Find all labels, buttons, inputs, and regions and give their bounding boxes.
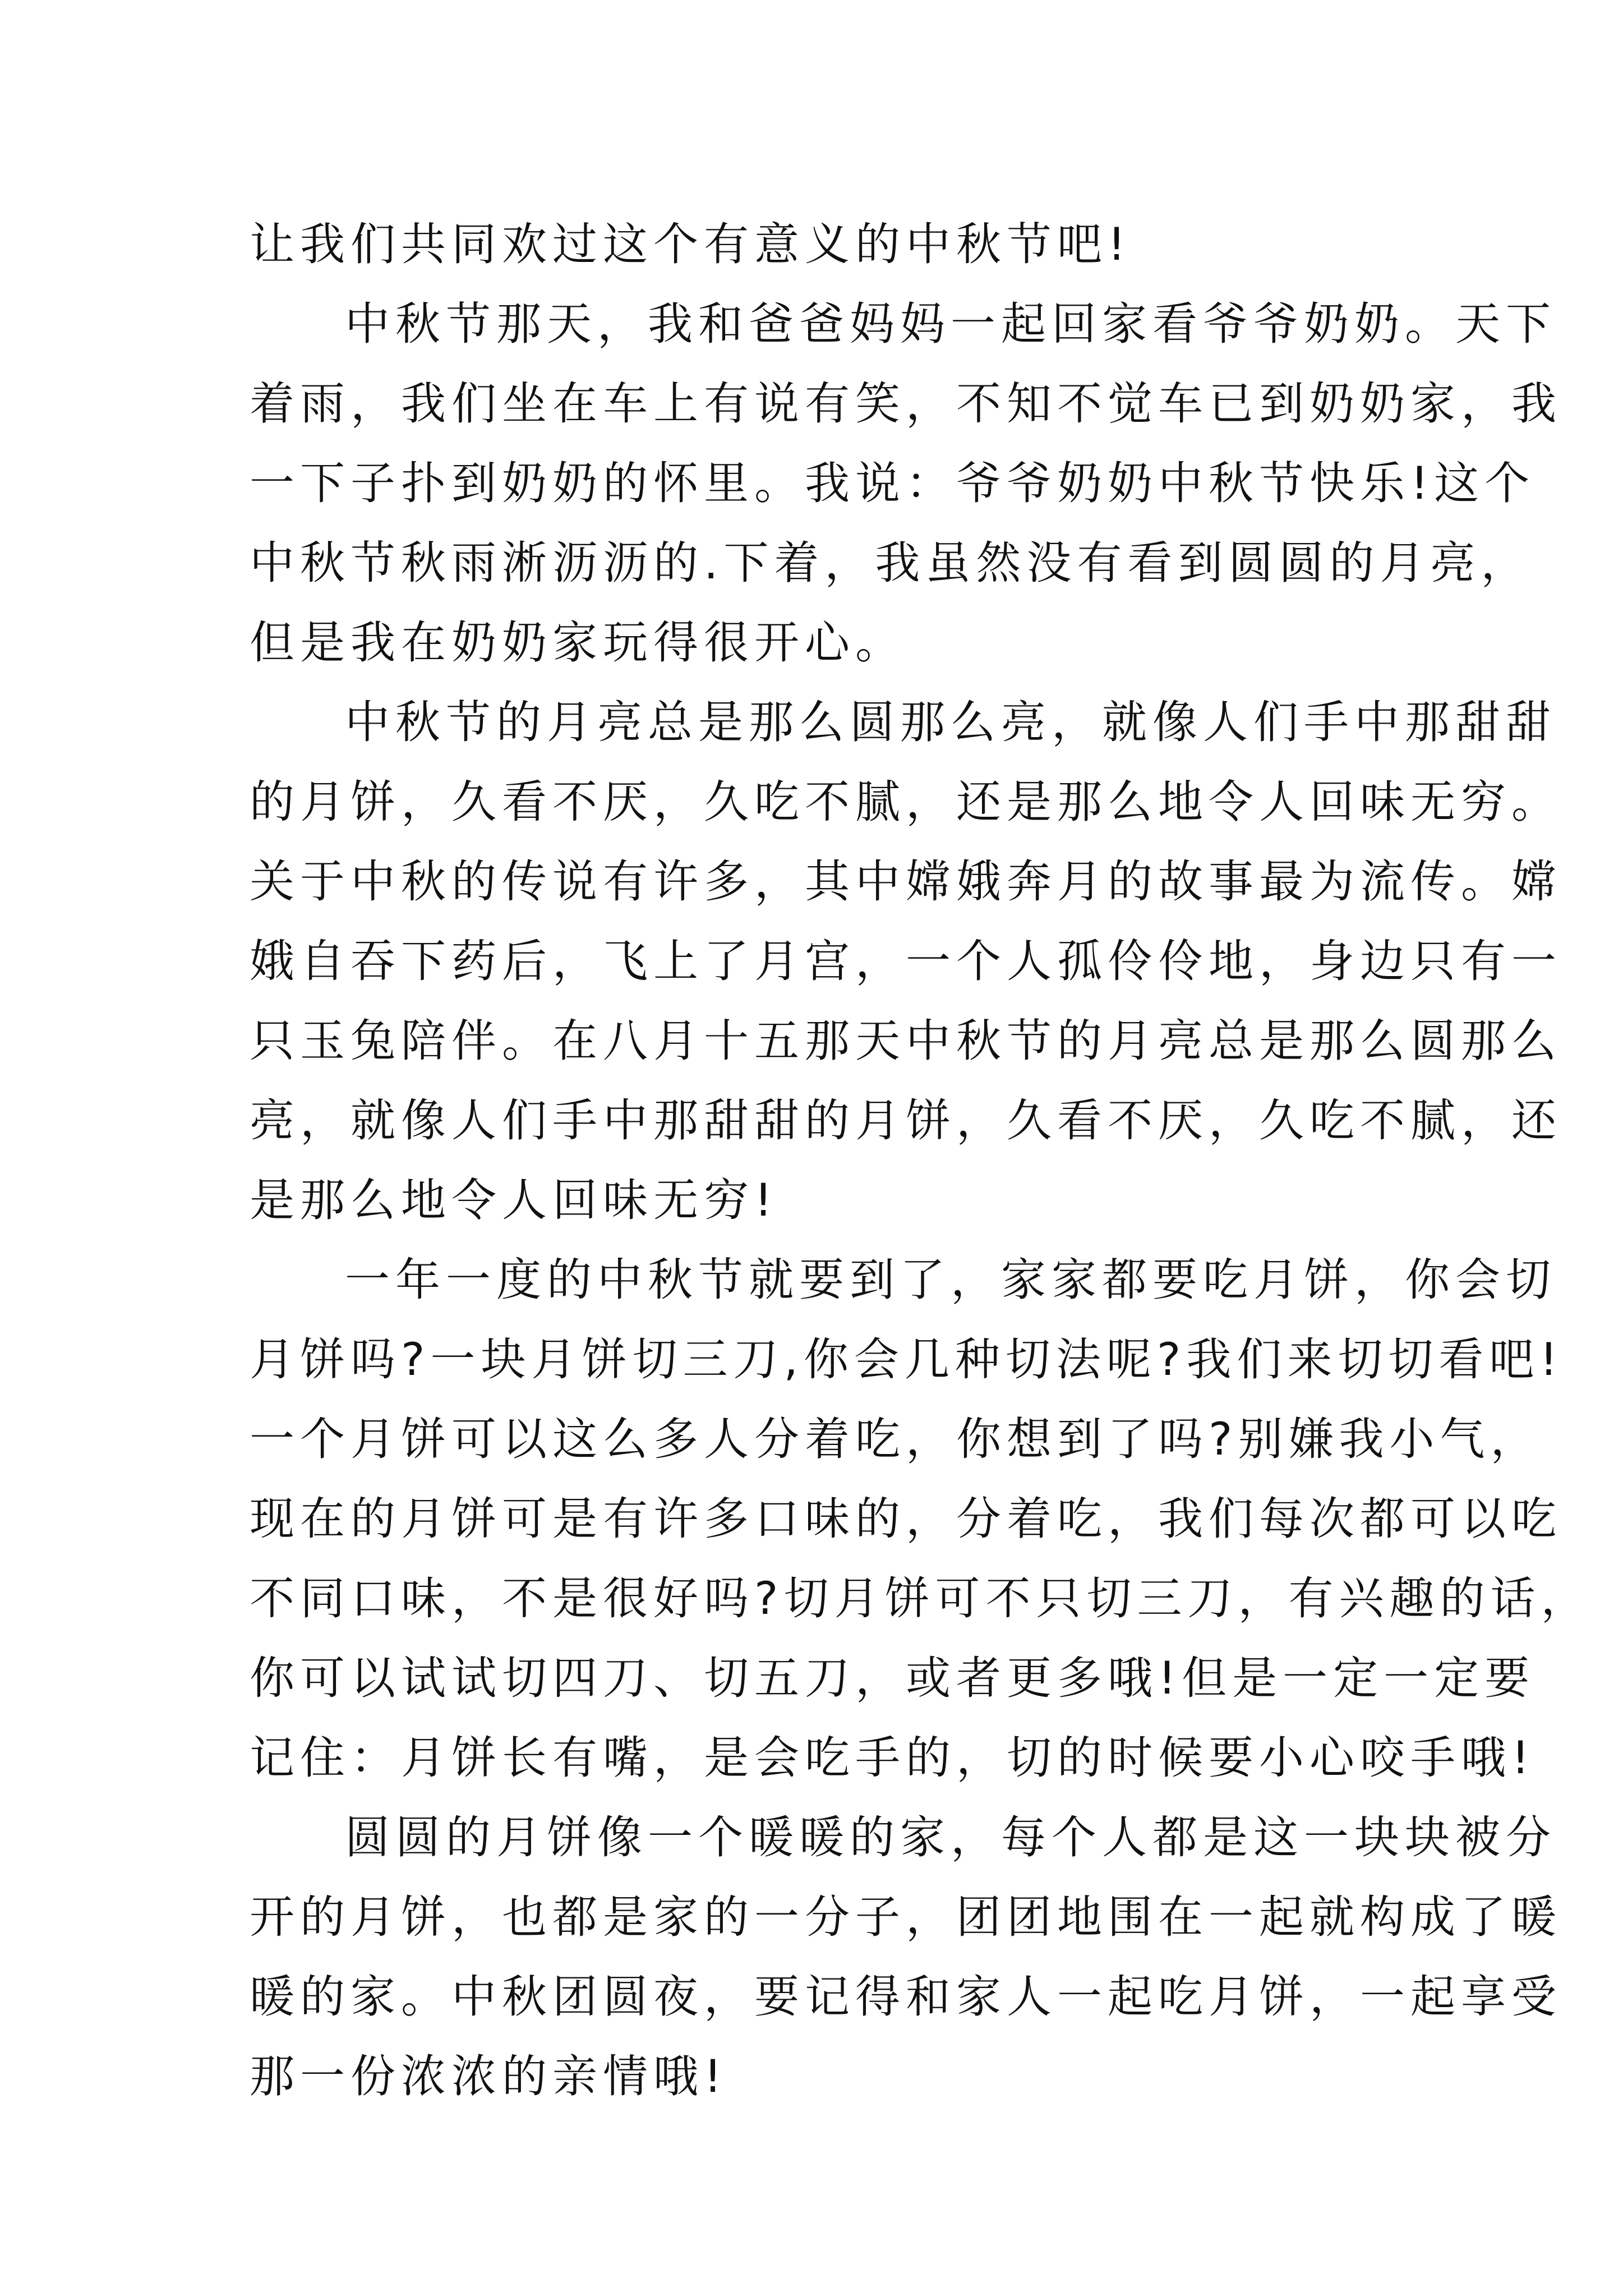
paragraph-4-line-4: 现在的月饼可是有许多口味的，分着吃，我们每次都可以吃 <box>250 1493 1562 1545</box>
paragraph-4-line-7: 记住：月饼长有嘴，是会吃手的，切的时候要小心咬手哦! <box>250 1732 1536 1784</box>
paragraph-3-line-6: 亮，就像人们手中那甜甜的月饼，久看不厌，久吃不腻，还 <box>250 1094 1562 1147</box>
paragraph-3-line-2: 的月饼，久看不厌，久吃不腻，还是那么地令人回味无穷。 <box>250 776 1562 828</box>
paragraph-4-line-6: 你可以试试切四刀、切五刀，或者更多哦!但是一定一定要 <box>250 1652 1536 1704</box>
document-body <box>250 205 1592 2116</box>
paragraph-1-line-1: 让我们共同欢过这个有意义的中秋节吧! <box>250 218 1132 270</box>
paragraph-5-line-2: 开的月饼，也都是家的一分子，团团地围在一起就构成了暖 <box>250 1891 1562 1943</box>
paragraph-4-line-2: 月饼吗?一块月饼切三刀,你会几种切法呢?我们来切切看吧! <box>250 1333 1564 1386</box>
paragraph-3-line-7: 是那么地令人回味无穷! <box>250 1174 778 1226</box>
paragraph-2-line-3: 一下子扑到奶奶的怀里。我说：爷爷奶奶中秋节快乐!这个 <box>250 457 1536 509</box>
paragraph-4-line-3: 一个月饼可以这么多人分着吃，你想到了吗?别嫌我小气， <box>250 1413 1541 1465</box>
paragraph-3-line-3: 关于中秋的传说有许多，其中嫦娥奔月的故事最为流传。嫦 <box>250 855 1562 908</box>
paragraph-4-line-5: 不同口味，不是很好吗?切月饼可不只切三刀，有兴趣的话， <box>250 1572 1592 1625</box>
paragraph-3-line-1: 中秋节的月亮总是那么圆那么亮，就像人们手中那甜甜 <box>345 696 1556 748</box>
paragraph-3-line-5: 只玉兔陪伴。在八月十五那天中秋节的月亮总是那么圆那么 <box>250 1015 1562 1067</box>
paragraph-2-line-1: 中秋节那天，我和爸爸妈妈一起回家看爷爷奶奶。天下 <box>345 298 1556 350</box>
paragraph-3-line-4: 娥自吞下药后，飞上了月宫，一个人孤伶伶地，身边只有一 <box>250 935 1562 987</box>
paragraph-2-line-2: 着雨，我们坐在车上有说有笑，不知不觉车已到奶奶家，我 <box>250 378 1562 430</box>
paragraph-2-line-4: 中秋节秋雨淅沥沥的.下着，我虽然没有看到圆圆的月亮， <box>250 537 1532 589</box>
paragraph-5-line-1: 圆圆的月饼像一个暖暖的家，每个人都是这一块块被分 <box>345 1811 1556 1864</box>
paragraph-4-line-1: 一年一度的中秋节就要到了，家家都要吃月饼，你会切 <box>345 1254 1556 1306</box>
paragraph-5-line-3: 暖的家。中秋团圆夜，要记得和家人一起吃月饼，一起享受 <box>250 1971 1562 2023</box>
paragraph-5-line-4: 那一份浓浓的亲情哦! <box>250 2050 728 2102</box>
paragraph-2-line-5: 但是我在奶奶家玩得很开心。 <box>250 616 906 669</box>
